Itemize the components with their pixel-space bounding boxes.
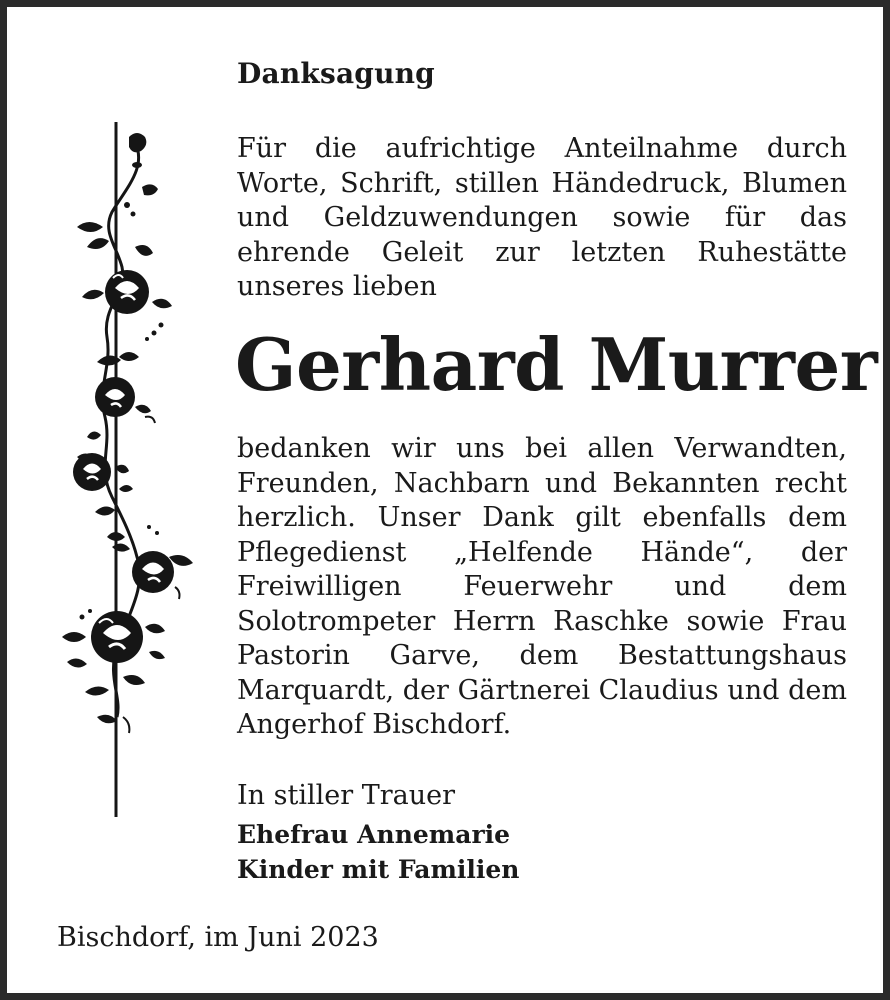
rose-vine-icon (57, 117, 207, 822)
deceased-name: Gerhard Murrer (235, 322, 878, 407)
place-date: Bischdorf, im Juni 2023 (57, 922, 379, 953)
signature-line-wife: Ehefrau Annemarie (237, 820, 511, 849)
notice-heading: Danksagung (237, 57, 435, 90)
signature-line-family: Kinder mit Familien (237, 855, 520, 884)
thanks-paragraph: bedanken wir uns bei allen Verwandten, Freunden, Nachbarn und Bekannten recht herzlich. Unser Dank gilt ebenfalls dem Pflegedienst „Helfende Hände“, der Freiwilligen Feuerwehr und dem Solotrompeter Herrn Raschke sowie Frau Pastorin Garve, dem Bestattungshaus Marquardt, der Gärtnerei Claudius und dem Angerhof Bischdorf. (237, 433, 847, 740)
signature-intro: In stiller Trauer (237, 780, 456, 811)
intro-paragraph: Für die aufrichtige Anteilnahme durch Worte, Schrift, stillen Händedruck, Blumen und Geldzuwendungen sowie für das ehrende Geleit zur letzten Ruhestätte unseres lieben (237, 133, 847, 302)
